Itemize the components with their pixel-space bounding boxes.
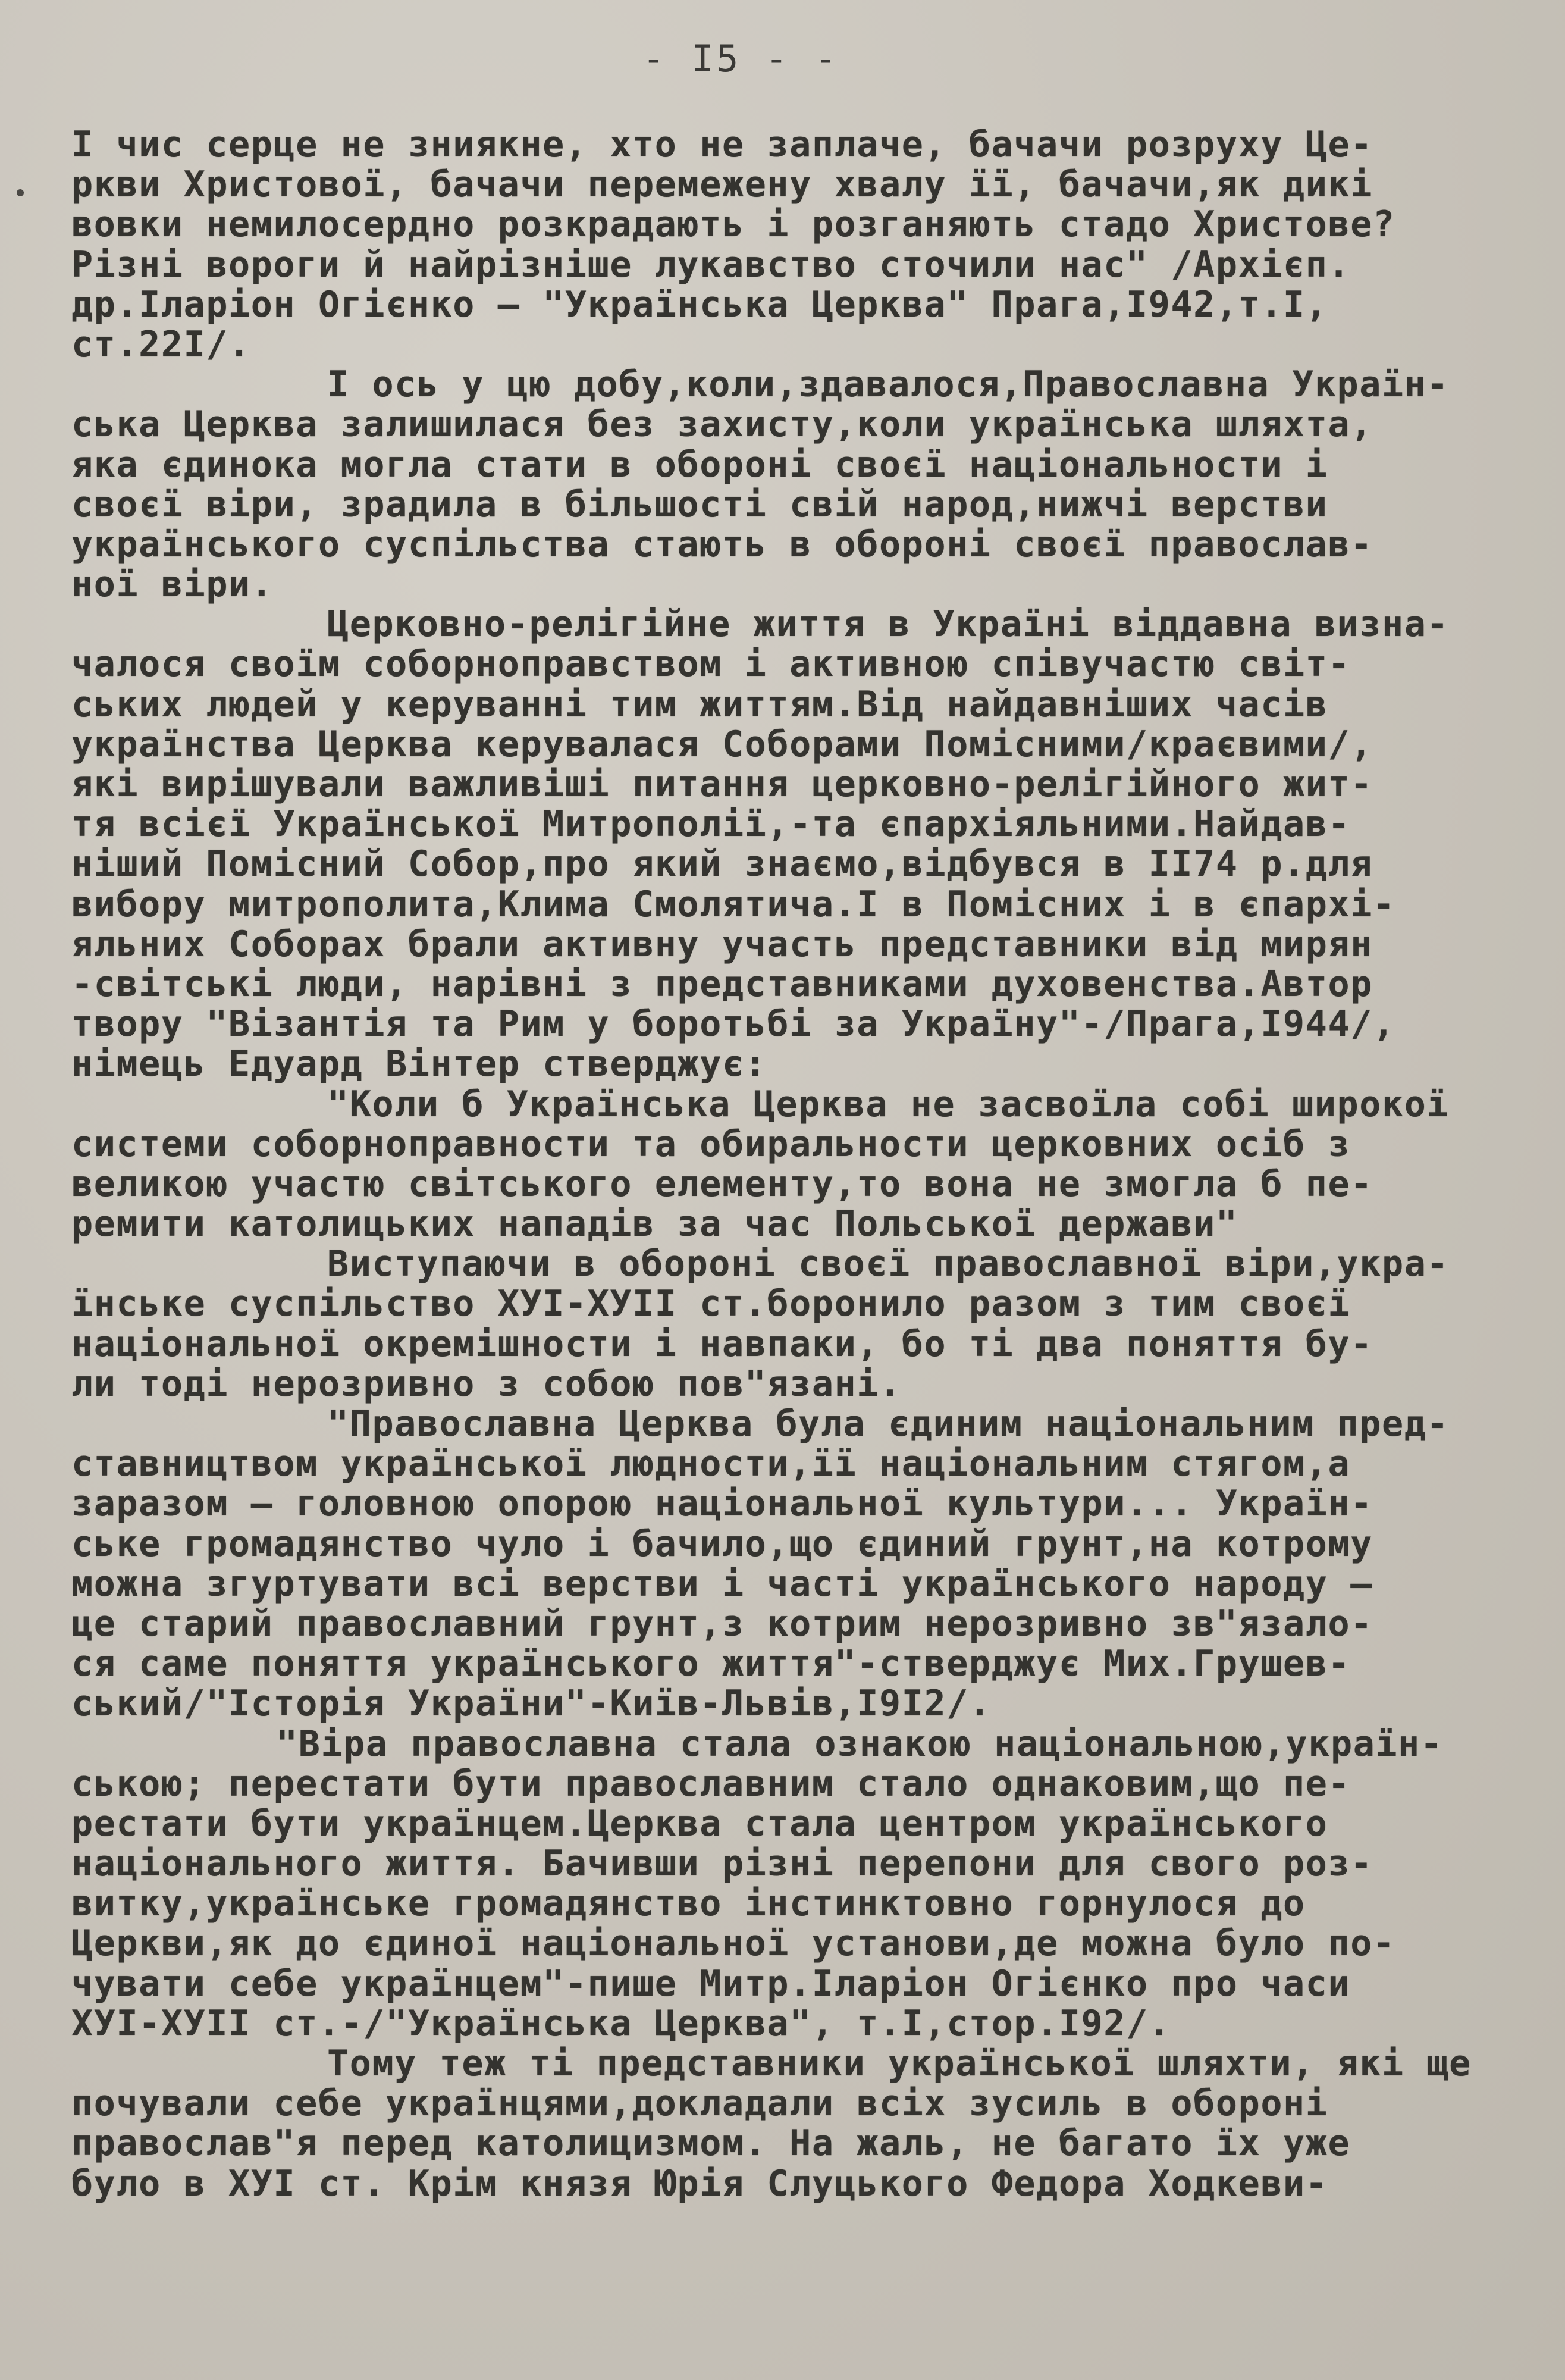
text-line: які вирішували важливіші питання церковно-релігійного жит- (71, 763, 1373, 805)
text-line: тя всієї Української Митрополії,-та єпархіяльними.Найдав- (71, 803, 1351, 845)
text-line: Церковно-релігійне життя в Україні віддавна визна- (327, 603, 1450, 646)
text-line: православ"я перед католицизмом. На жаль, не багато їх уже (71, 2122, 1351, 2165)
text-line: витку,українське громадянство інстинктовно горнулося до (71, 1883, 1306, 1925)
text-line: -світські люди, нарівні з представниками духовенства.Автор (71, 963, 1373, 1005)
text-line: вибору митрополита,Клима Смолятича.І в Помісних і в єпархі- (71, 883, 1395, 925)
text-line: др.Іларіон Огієнко – "Українська Церква" Прага,І942,т.І, (71, 283, 1328, 325)
text-line: рестати бути українцем.Церква стала центром українського (71, 1802, 1328, 1844)
text-line: ст.22І/. (71, 323, 251, 365)
text-line: чувати себе українцем"-пише Митр.Іларіон Огієнко про часи (71, 1962, 1351, 2005)
text-line: заразом – головною опорою національної культури... Україн- (71, 1483, 1373, 1525)
text-line: І ось у цю добу,коли,здавалося,Православна Україн- (327, 364, 1450, 406)
text-line: ська Церква залишилася без захисту,коли українська шляхта, (71, 403, 1373, 446)
text-line: ркви Христової, бачачи перемежену хвалу її, бачачи,як дикі (71, 164, 1373, 206)
text-line: І чис серце не зниякне, хто не заплаче, бачачи розруху Це- (71, 124, 1373, 165)
text-line: ставництвом української людности,її національним стягом,а (71, 1443, 1351, 1485)
text-line: ський/"Історія України"-Київ-Львів,І9І2/. (71, 1683, 992, 1725)
text-line: німець Едуард Вінтер стверджує: (71, 1043, 767, 1085)
text-line: Церкви,як до єдиної національної установи,де можна було по- (71, 1922, 1395, 1965)
text-line: системи соборноправности та обиральности церковних осіб з (71, 1123, 1351, 1165)
text-line: чалося своїм соборноправством і активною співучастю світ- (71, 643, 1351, 685)
text-line: почували себе українцями,докладали всіх зусиль в обороні (71, 2082, 1328, 2125)
text-line: ся саме поняття українського життя"-стверджує Мих.Грушев- (71, 1643, 1351, 1685)
text-line: ної віри. (71, 563, 274, 606)
text-line: Різні вороги й найрізніше лукавство сточили нас" /Архієп. (71, 243, 1351, 286)
text-line: національної окремішности і навпаки, бо ті два поняття бу- (71, 1323, 1373, 1365)
text-line: великою участю світського елементу,то вона не змогла б пе- (71, 1163, 1373, 1205)
text-line: вовки немилосердно розкрадають і розганяють стадо Христове? (71, 203, 1395, 246)
text-line: українства Церква керувалася Соборами Помісними/краєвими/, (71, 723, 1373, 765)
text-line: ремити католицьких нападів за час Польської держави" (71, 1203, 1238, 1245)
text-line: ських людей у керуванні тим життям.Від найдавніших часів (71, 683, 1328, 725)
text-line: було в ХУІ ст. Крім князя Юрія Слуцького Федора Ходкеви- (71, 2162, 1328, 2204)
text-line: ХУІ-ХУІІ ст.-/"Українська Церква", т.І,стор.І92/. (71, 2002, 1171, 2044)
text-line: це старий православний грунт,з котрим нерозривно зв"язало- (71, 1602, 1373, 1645)
margin-dot (17, 189, 24, 196)
text-line: "Православна Церква була єдиним національним пред- (327, 1403, 1450, 1445)
text-line: ською; перестати бути православним стало однаковим,що пе- (71, 1762, 1351, 1805)
text-line: "Віра православна стала ознакою національною,україн- (276, 1723, 1443, 1765)
typewritten-text (71, 125, 1499, 2204)
text-line: ське громадянство чуло і бачило,що єдиний грунт,на котрому (71, 1523, 1373, 1565)
text-line: яка єдинока могла стати в обороні своєї національности і (71, 443, 1328, 486)
text-line: ніший Помісний Собор,про який знаємо,відбувся в II74 р.для (71, 843, 1373, 885)
text-line: ли тоді нерозривно з собою пов"язані. (71, 1363, 902, 1405)
text-line: яльних Соборах брали активну участь представники від мирян (71, 923, 1373, 965)
text-line: "Коли б Українська Церква не засвоїла собі широкої (327, 1083, 1450, 1125)
text-line: можна згуртувати всі верстви і часті українського народу – (71, 1562, 1373, 1605)
text-line: своєї віри, зрадила в більшості свій народ,нижчі верстви (71, 483, 1328, 525)
text-line: національного життя. Бачивши різні перепони для свого роз- (71, 1843, 1373, 1885)
text-line: Тому теж ті представники української шляхти, які ще (327, 2043, 1472, 2084)
page-number: - I5 - - (642, 37, 839, 80)
text-line: українського суспільства стають в обороні своєї православ- (71, 523, 1373, 565)
text-line: Виступаючи в обороні своєї православної віри,укра- (327, 1243, 1450, 1285)
text-line: їнське суспільство ХУІ-ХУІІ ст.боронило разом з тим своєї (71, 1283, 1351, 1325)
text-line: твору "Візантія та Рим у боротьбі за Україну"-/Прага,І944/, (71, 1003, 1395, 1045)
